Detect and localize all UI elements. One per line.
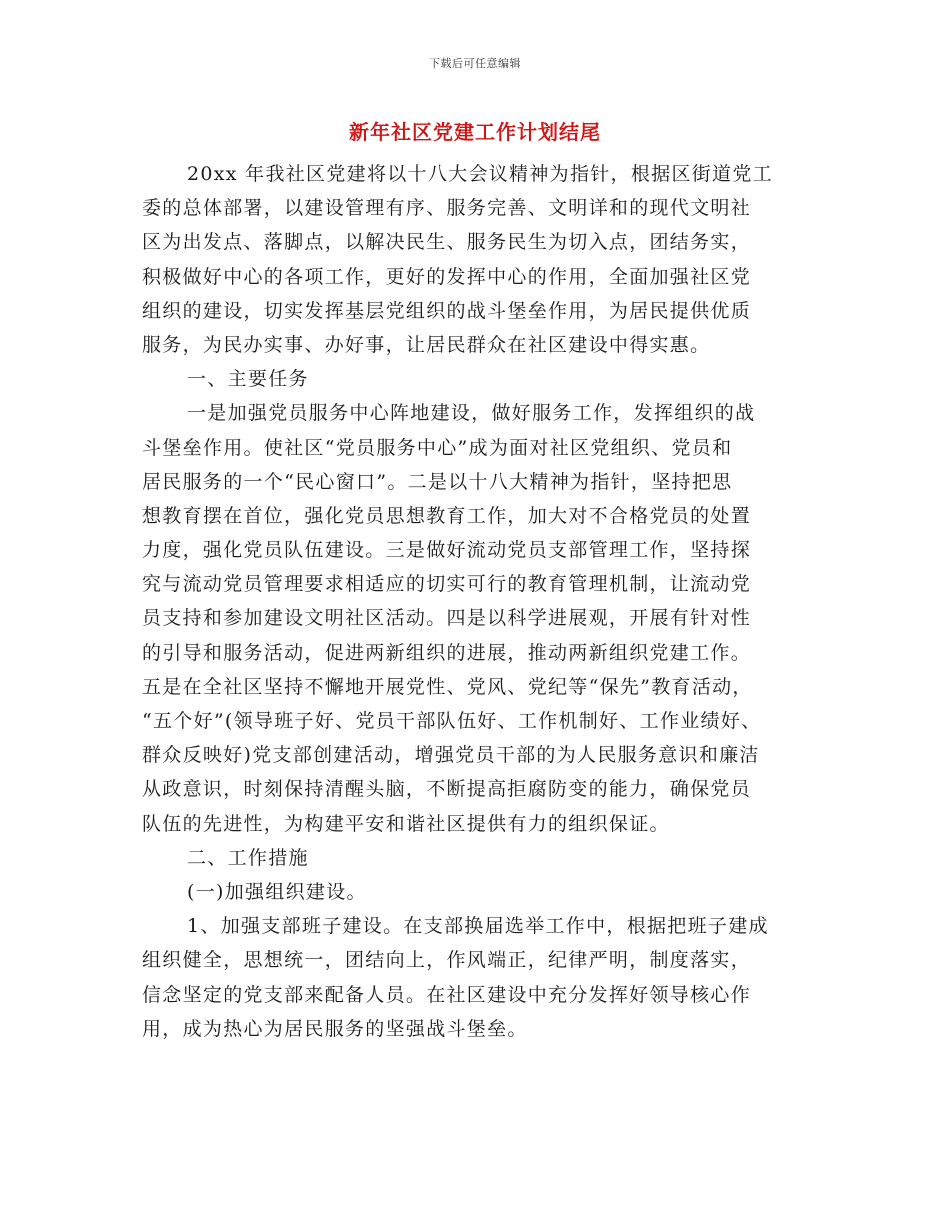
- body-line: 五是在全社区坚持不懈地开展党性、党风、党纪等“保先”教育活动，: [142, 675, 753, 698]
- body-line: 服务，为民办实事、办好事，让居民群众在社区建设中得实惠。: [142, 333, 711, 356]
- body-line: 一是加强党员服务中心阵地建设，做好服务工作，发挥组织的战: [187, 402, 756, 425]
- body-line: 20xx 年我社区党建将以十八大会议精神为指针，根据区街道党工: [187, 163, 773, 185]
- body-line: “五个好”(领导班子好、党员干部队伍好、工作机制好、工作业绩好、: [142, 710, 762, 732]
- body-line: 究与流动党员管理要求相适应的切实可行的教育管理机制，让流动党: [142, 573, 752, 596]
- body-line: 积极做好中心的各项工作，更好的发挥中心的作用，全面加强社区党: [142, 265, 752, 288]
- body-line: 组织健全，思想统一，团结向上，作风端正，纪律严明，制度落实，: [142, 949, 752, 972]
- body-line: 委的总体部署，以建设管理有序、服务完善、文明详和的现代文明社: [142, 197, 752, 220]
- body-line: 一、主要任务: [187, 368, 309, 391]
- body-line: 的引导和服务活动，促进两新组织的进展，推动两新组织党建工作。: [142, 641, 752, 664]
- body-line: 斗堡垒作用。使社区“党员服务中心”成为面对社区党组织、党员和: [142, 436, 733, 459]
- body-line: (一)加强组织建设。: [187, 880, 367, 903]
- body-line: 想教育摆在首位，强化党员思想教育工作，加大对不合格党员的处置: [142, 504, 752, 527]
- body-line: 员支持和参加建设文明社区活动。四是以科学进展观，开展有针对性: [142, 607, 752, 630]
- body-line: 队伍的先进性，为构建平安和谐社区提供有力的组织保证。: [142, 812, 670, 835]
- document-title: 新年社区党建工作计划结尾: [349, 120, 601, 144]
- body-line: 从政意识，时刻保持清醒头脑，不断提高拒腐防变的能力，确保党员: [142, 778, 752, 801]
- header-note: 下载后可任意编辑: [429, 57, 521, 70]
- body-line: 信念坚定的党支部来配备人员。在社区建设中充分发挥好领导核心作: [142, 983, 752, 1006]
- body-line: 居民服务的一个“民心窗口”。二是以十八大精神为指针，坚持把思: [142, 470, 733, 493]
- body-line: 力度，强化党员队伍建设。三是做好流动党员支部管理工作，坚持探: [142, 539, 752, 562]
- body-line: 用，成为热心为居民服务的坚强战斗堡垒。: [142, 1017, 528, 1040]
- body-line: 区为出发点、落脚点，以解决民生、服务民生为切入点，团结务实，: [142, 231, 752, 254]
- body-line: 群众反映好)党支部创建活动，增强党员干部的为人民服务意识和廉洁: [142, 744, 760, 767]
- document-body: [142, 157, 812, 1046]
- body-line: 组织的建设，切实发挥基层党组织的战斗堡垒作用，为居民提供优质: [142, 299, 752, 322]
- body-line: 二、工作措施: [187, 846, 309, 869]
- body-line: 1、加强支部班子建设。在支部换届选举工作中，根据把班子建成: [187, 915, 769, 938]
